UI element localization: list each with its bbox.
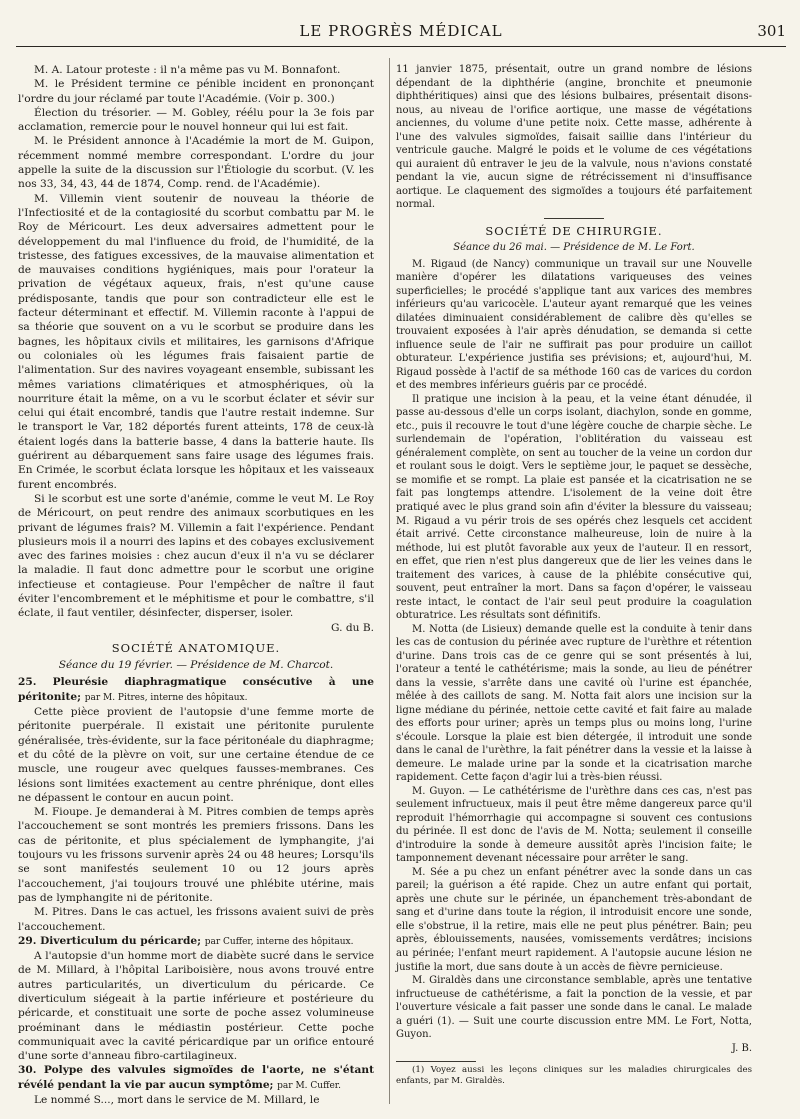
signature: J. B.: [731, 1042, 752, 1054]
paragraph: 11 janvier 1875, présentait, outre un grand nombre de lésions dépendant de la diphthérie (angine, bronchite et pneumonie diphthéritiques) ainsi que des lésions bulbaires, présentait disons-nous, au niveau de l'orifice aortique, une masse de végétations anciennes, du volume d'une petite noix. Cette masse, adhérente à l'une des valvules sigmoïdes, faisait saillie dans l'intérieur du ventricule gauche. Malgré le poids et le volume de ces végétations qui auraient dû entraver le jeu de la valvule, nous n'avions constaté pendant la vie, aucun signe de rétrécissement ni d'insuffisance aortique. Le claquement des sigmoïdes a toujours été parfaitement normal.: [396, 64, 752, 211]
paragraph: M. A. Latour proteste : il n'a même pas vu M. Bonnafont.: [34, 64, 341, 76]
paragraph: M. Villemin vient soutenir de nouveau la théorie de l'Infectiosité et de la contagiosité du scorbut combattu par M. le Roy de Méricourt. Les deux adversaires admettent pour le développement du mal l'influence du froid, de l'humidité, de la tristesse, des fatigues excessives, de la mauvaise alimentation et de mauvaises conditions hygiéniques, mais pour l'orateur la privation de végétaux aqueux, frais, n'est qu'une cause prédisposante, tandis que pour son contradicteur elle est le facteur déterminant et effectif. M. Villemin raconte à l'appui de sa théorie que souvent on a vu le scorbut se produire dans les bagnes, les hôpitaux civils et militaires, les garnisons d'Afrique ou coloniales où les légumes frais faisaient partie de l'alimentation. Sur des navires voyageant ensemble, subissant les mêmes variations climatériques et atmosphériques, où la nourriture était la même, on a vu le scorbut éclater et sévir sur celui qui était encombré, tandis que l'autre restait indemne. Sur le transport le Var, 182 déportés furent atteints, 178 de ceux-là étaient logés dans la batterie basse, 4 dans la batterie haute. Ils guérirent au débarquement sans faire usage des légumes frais. En Crimée, le scorbut éclata lorsque les hôpitaux et les vaisseaux furent encombrés.: [18, 192, 374, 491]
journal-title: LE PROGRÈS MÉDICAL: [299, 22, 503, 40]
entry-title: [18, 934, 374, 949]
entry-byline: par M. Cuffer.: [277, 1080, 341, 1091]
paragraph: Il pratique une incision à la peau, et la veine étant dénudée, il passe au-dessous d'elle un corps isolant, diachylon, sonde en gomme, etc., puis il recouvre le tout d'une légère couche de charpie sèche. Le surlendemain de l'opération, l'oblitération du vaisseau est généralement complète, on sent au toucher de la veine un cordon dur et roulant sous le doigt. Vers le septième jour, le paquet se dessèche, se momifie et se rompt. La plaie est pansée et la cicatrisation ne se fait pas longtemps attendre. L'isolement de la veine doit être pratiqué avec le plus grand soin afin d'éviter la blessure du vaisseau; M. Rigaud a vu périr trois de ses opérés chez lesquels cet accident était arrivé. Cette circonstance malheureuse, loin de nuire à la méthode, lui est plutôt favorable aux yeux de l'auteur. Il en ressort, en effet, que rien n'est plus dangereux que de lier les veines dans le traitement des varices, à cause de la phlébite consécutive qui, souvent, peut entraîner la mort. Dans sa façon d'opérer, le vaisseau reste intact, le contact de l'air seul peut produire la coagulation obturatrice. Les résultats sont définitifs.: [396, 393, 752, 622]
entry-title: [18, 1063, 374, 1093]
right-column: [396, 63, 752, 1087]
signature: G. du B.: [331, 621, 374, 634]
paragraph: M. Pitres. Dans le cas actuel, les frissons avaient suivi de près l'accouchement.: [18, 906, 374, 933]
entry-title-text: 30. Polype des valvules sigmoïdes de l'aorte, ne s'étant révélé pendant la vie par aucun symptôme;: [18, 1064, 374, 1091]
paragraph: M. le Président termine ce pénible incident en prononçant l'ordre du jour réclamé par toute l'Académie. (Voir p. 300.): [18, 78, 374, 105]
session-line: Séance du 26 mai. — Présidence de M. Le Fort.: [453, 242, 695, 254]
paragraph: M. Sée a pu chez un enfant pénétrer avec la sonde dans un cas pareil; la guérison a été rapide. Chez un autre enfant qui portait, après une chute sur le périnée, un épanchement très-abondant de sang et d'urine dans toute la région, il introduisit encore une sonde, elle s'obstrue, il la retire, mais elle ne peut plus pénétrer. Bain; peu après, éblouissements, nausées, vomissements verdâtres; incisions au périnée; l'enfant meurt rapidement. A l'autopsie aucune lésion ne justifie la mort, due sans doute à un accès de fièvre pernicieuse.: [396, 866, 752, 973]
paragraph: M. Guyon. — Le cathétérisme de l'urèthre dans ces cas, n'est pas seulement infructueux, mais il peut être même dangereux parce qu'il reproduit l'hémorrhagie qui accompagne si souvent ces contusions du périnée. Il est donc de l'avis de M. Notta; seulement il conseille d'introduire la sonde à demeure aussitôt après l'incision faite; le tamponnement devenant nécessaire pour arrêter le sang.: [396, 785, 752, 865]
paragraph: M. Giraldès dans une circonstance semblable, après une tentative infructueuse de cathétérisme, a fait la ponction de la vessie, et par l'ouverture vésicale a fait passer une sonde dans le canal. Le malade a guéri (1). — Suit une courte discussion entre MM. Le Fort, Notta, Guyon.: [396, 975, 752, 1041]
session-line: Séance du 19 février. — Présidence de M. Charcot.: [58, 659, 334, 672]
column-divider: [389, 58, 390, 1104]
entry-title-text: 25. Pleurésie diaphragmatique consécutive à une péritonite;: [18, 676, 374, 703]
left-column: [18, 63, 374, 1107]
entry-byline: par M. Pitres, interne des hôpitaux.: [84, 692, 248, 703]
page-number: 301: [757, 22, 786, 40]
entry-byline: par Cuffer, interne des hôpitaux.: [204, 936, 354, 947]
section-rule: [544, 218, 604, 219]
paragraph: M. Notta (de Lisieux) demande quelle est la conduite à tenir dans les cas de contusion du périnée avec rupture de l'urèthre et rétention d'urine. Dans trois cas de ce genre qui se sont présentés à lui, l'orateur a tenté le cathétérisme; mais la sonde, au lieu de pénétrer dans la vessie, s'arrête dans une cavité où l'urine est épanchée, mêlée à des caillots de sang. M. Notta fait alors une incision sur la ligne médiane du périnée, nettoie cette cavité et fait faire au malade des efforts pour uriner; après un temps plus ou moins long, l'urine s'écoule. Lorsque la plaie est bien détergée, il introduit une sonde dans le canal de l'urèthre, la fait pénétrer dans la vessie et la laisse à demeure. Le malade urine par la sonde et la cicatrisation marche rapidement. Cette façon d'agir lui a très-bien réussi.: [396, 623, 752, 784]
paragraph: Si le scorbut est une sorte d'anémie, comme le veut M. Le Roy de Méricourt, on peut rendre des animaux scorbutiques en les privant de légumes frais? M. Villemin a fait l'expérience. Pendant plusieurs mois il a nourri des lapins et des cobayes exclusivement avec des farines moisies : chez aucun d'eux il n'a vu se déclarer la maladie. Il faut donc admettre pour le scorbut une origine infectieuse et contagieuse. Pour l'empêcher de naître il faut éviter l'encombrement et le méphitisme et pour le combattre, s'il éclate, il faut ventiler, désinfecter, disperser, isoler.: [18, 492, 374, 620]
paragraph: Cette pièce provient de l'autopsie d'une femme morte de péritonite puerpérale. Il existait une péritonite purulente généralisée, très-évidente, sur la face péritonéale du diaphragme; et du côté de la plèvre on voit, sur une certaine étendue de ce muscle, une rougeur avec quelques fausses-membranes. Ces lésions sont limitées exactement au centre phrénique, dont elles ne dépassent le contour en aucun point.: [18, 706, 374, 804]
paragraph: Élection du trésorier. — M. Gobley, réélu pour la 3e fois par acclamation, remercie pour le nouvel honneur qui lui est fait.: [18, 106, 374, 134]
entry-title-text: 29. Diverticulum du péricarde;: [18, 934, 202, 947]
footnote: (1) Voyez aussi les leçons cliniques sur les maladies chirurgicales des enfants, par M. Giraldès.: [396, 1065, 752, 1087]
section-heading: SOCIÉTÉ DE CHIRURGIE.: [485, 223, 663, 238]
section-heading: SOCIÉTÉ ANATOMIQUE.: [111, 640, 281, 655]
entry-title: [18, 675, 374, 705]
page-header: [16, 22, 786, 47]
paragraph: M. Rigaud (de Nancy) communique un travail sur une Nouvelle manière d'opérer les dilatations variqueuses des veines superficielles; le procédé s'applique tant aux varices des membres inférieurs qu'au varicocèle. L'auteur ayant remarqué que les veines dilatées diminuaient considérablement de calibre dès qu'elles se trouvaient exposées à l'air après dénudation, se demanda si cette influence seule de l'air ne suffirait pas pour produire un caillot obturateur. L'expérience justifia ses prévisions; et, aujourd'hui, M. Rigaud possède à l'actif de sa méthode 160 cas de varices du cordon et des membres inférieurs guéris par ce procédé.: [396, 258, 752, 392]
paragraph: M. Fioupe. Je demanderai à M. Pitres combien de temps après l'accouchement se sont montrés les premiers frissons. Dans les cas de péritonite, et plus spécialement de lymphangite, j'ai toujours vu les frissons survenir après 24 ou 48 heures; Lorsqu'ils se sont manifestés seulement 10 ou 12 jours après l'accouchement, j'ai toujours trouvé une phlébite utérine, mais pas de lymphangite ni de péritonite.: [18, 806, 374, 904]
paragraph: A l'autopsie d'un homme mort de diabète sucré dans le service de M. Millard, à l'hôpital Lariboisière, nous avons trouvé entre autres particularités, un diverticulum du péricarde. Ce diverticulum siégeait à la partie inférieure et postérieure du péricarde, et constituait une sorte de poche assez volumineuse proéminant dans le médiastin postérieur. Cette poche communiquait avec la cavité péricardique par un orifice entouré d'une sorte d'anneau fibro-cartilagineux.: [18, 950, 374, 1063]
paragraph: Le nommé S..., mort dans le service de M. Millard, le: [34, 1094, 320, 1107]
footnote-rule: [396, 1061, 476, 1062]
paragraph: M. le Président annonce à l'Académie la mort de M. Guipon, récemment nommé membre correspondant. L'ordre du jour appelle la suite de la discussion sur l'Étiologie du scorbut. (V. les nos 33, 34, 43, 44 de 1874, Comp. rend. de l'Académie).: [18, 135, 374, 191]
